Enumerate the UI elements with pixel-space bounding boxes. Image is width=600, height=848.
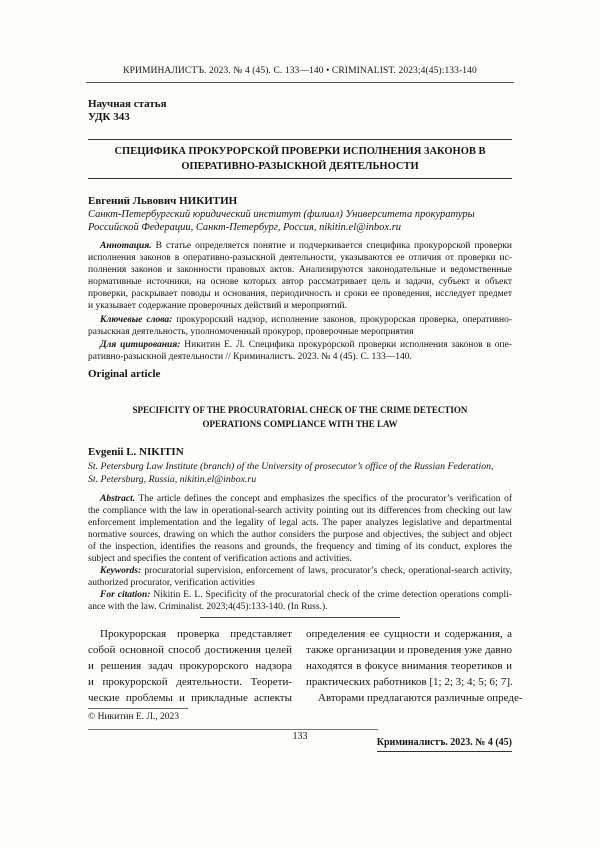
section-divider xyxy=(200,617,400,618)
ru-affiliation-line: Российской Федерации, Санкт-Петербург, Россия, nikitin.el@inbox.ru xyxy=(88,222,402,233)
body-line: Авторами предлагаются различные опреде- xyxy=(318,692,523,704)
body-line: и решения задач прокурорского надзора xyxy=(88,660,292,672)
en-citation-line xyxy=(88,589,512,601)
body-column-right xyxy=(306,626,523,706)
en-citation-label: For citation: xyxy=(100,590,151,600)
running-header: КРИМИНАЛИСТЪ. 2023. № 4 (45). С. 133—140 • CRIMINALIST. 2023;4(45):133-140 xyxy=(86,63,514,83)
body-line: Прокурорская проверка представляет xyxy=(100,628,292,640)
en-citation xyxy=(88,589,512,613)
en-abstract-line: of the inspection, identifies the reasons and grounds, the frequency and timing of its conduct, explores the xyxy=(88,542,512,552)
ru-annotation xyxy=(88,240,512,312)
en-keywords xyxy=(88,565,512,589)
en-article-type-label: Original article xyxy=(88,368,161,380)
ru-citation-line: ративно-разыскной деятельности // Криминалистъ. 2023. № 4 (45). С. 133—140. xyxy=(88,352,412,362)
ru-annotation-label: Аннотация. xyxy=(100,241,152,251)
en-citation-line: ance with the law. Criminalist. 2023;4(45):133-140. (In Russ.). xyxy=(88,602,328,612)
ru-keywords-label: Ключевые слова: xyxy=(100,315,173,325)
body-line: практических работников [1; 2; 3; 4; 5; 6; 7]. xyxy=(306,676,513,688)
copyright-note: © Никитин Е. Л., 2023 xyxy=(88,712,180,722)
ru-annotation-line: проверки, раскрывает поводы и основания, периодичность и сроки ее проведения, исследует предмет xyxy=(88,289,512,299)
ru-annotation-text: В статье определяется понятие и подчеркивается специфика прокурорской проверки xyxy=(155,241,512,251)
ru-keywords xyxy=(88,314,512,338)
ru-keywords-line xyxy=(88,314,512,326)
ru-affiliation xyxy=(88,208,475,234)
en-article-title xyxy=(88,403,512,431)
ru-annotation-line: и указывает содержание проверочных действий и мероприятий. xyxy=(88,301,347,311)
ru-article-title xyxy=(88,139,512,179)
ru-keywords-line: разыскная деятельность, уполномоченный прокурор, проверочные мероприятия xyxy=(88,327,414,337)
article-type-label: Научная статья xyxy=(88,98,167,110)
body-line: находятся в фокусе внимания теоретиков и xyxy=(306,660,512,672)
ru-annotation-line xyxy=(88,240,512,252)
body-line: и прокурорской деятельности. Теорети- xyxy=(88,676,292,688)
body-line: также организации и проведения уже давно xyxy=(306,644,512,656)
en-abstract xyxy=(88,493,512,565)
en-title-line: SPECIFICITY OF THE PROCURATORIAL CHECK OF THE CRIME DETECTION xyxy=(132,405,468,415)
ru-keywords-text: прокурорский надзор, исполнение законов, прокурорская проверка, оперативно- xyxy=(176,315,512,325)
ru-article-meta xyxy=(88,98,167,124)
en-affiliation xyxy=(88,460,493,486)
en-abstract-line: enforcement implementation and the legality of legal acts. The paper analyzes legislative and departmental xyxy=(88,518,512,528)
en-keywords-line: authorized procurator, verification activities xyxy=(88,578,255,588)
ru-affiliation-line: Санкт-Петербургский юридический институт (филиал) Университета прокуратуры xyxy=(88,209,475,220)
en-abstract-label: Abstract. xyxy=(100,494,136,504)
en-affiliation-line: St. Petersburg, Russia, nikitin.el@inbox.ru xyxy=(88,474,257,485)
running-footer-journal: Криминалистъ. 2023. № 4 (45) xyxy=(377,737,512,752)
en-citation-text: Nikitin E. L. Specificity of the procuratorial check of the crime detection operations compli- xyxy=(153,590,512,600)
en-keywords-label: Keywords: xyxy=(100,566,142,576)
en-author-name: Evgenii L. NIKITIN xyxy=(88,446,184,458)
ru-citation xyxy=(88,339,512,363)
ru-annotation-line: полнения законов и законности правовых актов. Анализируются законодательные и ведомственные xyxy=(88,265,512,275)
ru-citation-text: Никитин Е. Л. Специфика прокурорской проверки исполнения законов в опе- xyxy=(184,340,513,350)
ru-annotation-line: нормативные источники, на основе которых автор рассматривает цель и задачи, субъект и объект xyxy=(88,277,512,287)
ru-annotation-line: исполнения законов в оперативно-разыскной деятельности, указываются ее отличия от проверки ис- xyxy=(88,253,512,263)
ru-title-line: СПЕЦИФИКА ПРОКУРОРСКОЙ ПРОВЕРКИ ИСПОЛНЕНИЯ ЗАКОНОВ В xyxy=(114,146,486,157)
body-line: определения ее сущности и содержания, а xyxy=(306,628,512,640)
ru-citation-line xyxy=(88,339,512,351)
en-keywords-line xyxy=(88,565,512,577)
en-abstract-line: the compliance with the law in operational-search activity pointing out its differences from checking out law xyxy=(88,506,512,516)
en-title-line: OPERATIONS COMPLIANCE WITH THE LAW xyxy=(202,419,398,429)
en-abstract-line: normative sources, drawing on which the author considers the purpose and objectives, the subject and object xyxy=(88,530,512,540)
body-column-left xyxy=(88,626,292,706)
body-line: собой основной способ достижения целей xyxy=(88,644,292,656)
ru-author-name: Евгений Львович НИКИТИН xyxy=(88,195,238,207)
en-abstract-line: subject and specifies the content of verification actions and activities. xyxy=(88,554,352,564)
footnote-divider xyxy=(88,708,188,709)
footer-divider xyxy=(88,729,378,730)
page-number: 133 xyxy=(292,731,308,742)
body-line: ческие проблемы и прикладные аспекты xyxy=(88,692,292,704)
en-keywords-text: procuratorial supervision, enforcement of laws, procurator’s check, operational-search activity, xyxy=(144,566,512,576)
en-affiliation-line: St. Petersburg Law Institute (branch) of the University of prosecutor’s office of the Russian Federation, xyxy=(88,461,494,472)
ru-citation-label: Для цитирования: xyxy=(100,340,181,350)
en-abstract-text: The article defines the concept and emphasizes the specifics of the procurator’s verification of xyxy=(138,494,512,504)
ru-title-line: ОПЕРАТИВНО-РАЗЫСКНОЙ ДЕЯТЕЛЬНОСТИ xyxy=(181,161,419,172)
udc-code: УДК 343 xyxy=(88,111,130,123)
en-abstract-line xyxy=(88,493,512,505)
